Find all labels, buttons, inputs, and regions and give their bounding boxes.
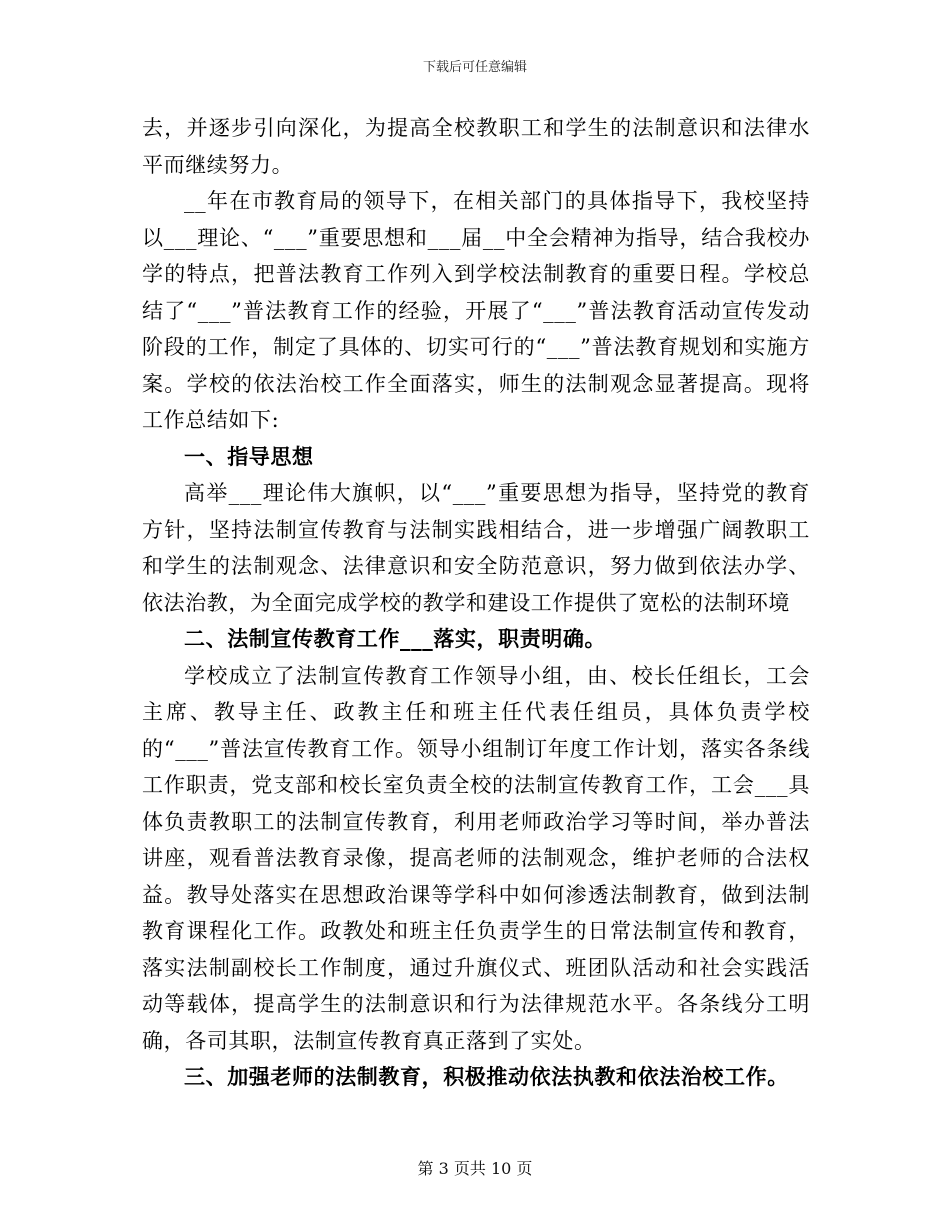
paragraph-intro: __年在市教育局的领导下，在相关部门的具体指导下，我校坚持以___理论、“___”重要思想和___届__中全会精神为指导，结合我校办学的特点，把普法教育工作列入到学校法制教育的重要日程。学校总结了“___”普法教育工作的经验，开展了“___”普法教育活动宣传发动阶段的工作，制定了具体的、切实可行的“___”普法教育规划和实施方案。学校的依法治校工作全面落实，师生的法制观念显著提高。现将工作总结如下: [142, 189, 810, 432]
section-heading-3: 三、加强老师的法制教育，积极推动依法执教和依法治校工作。 [184, 1064, 789, 1089]
paragraph-legal-education-work: 学校成立了法制宣传教育工作领导小组，由、校长任组长，工会主席、教导主任、政教主任和班主任代表任组员，具体负责学校的“___”普法宣传教育工作。领导小组制订年度工作计划，落实各条线工作职责，党支部和校长室负责全校的法制宣传教育工作，工会___具体负责教职工的法制宣传教育，利用老师政治学习等时间，举办普法讲座，观看普法教育录像，提高老师的法制观念，维护老师的合法权益。教导处落实在思想政治课等学科中如何渗透法制教育，做到法制教育课程化工作。政教处和班主任负责学生的日常法制宣传和教育，落实法制副校长工作制度，通过升旗仪式、班团队活动和社会实践活动等载体，提高学生的法制意识和行为法律规范水平。各条线分工明确，各司其职，法制宣传教育真正落到了实处。 [142, 663, 810, 1053]
section-heading-1: 一、指导思想 [184, 443, 314, 469]
section-heading-2: 二、法制宣传教育工作___落实，职责明确。 [184, 626, 607, 651]
header-note: 下载后可任意编辑 [422, 60, 527, 75]
page-footer: 第 3 页共 10 页 [417, 1159, 533, 1178]
paragraph-guiding-ideology: 高举___理论伟大旗帜，以“___”重要思想为指导，坚持党的教育方针，坚持法制宣传教育与法制实践相结合，进一步增强广阔教职工和学生的法制观念、法律意识和安全防范意识，努力做到依法办学、依法治教，为全面完成学校的教学和建设工作提供了宽松的法制环境 [142, 481, 810, 615]
document-body [142, 110, 810, 1096]
paragraph-continuation: 去，并逐步引向深化，为提高全校教职工和学生的法制意识和法律水平而继续努力。 [142, 116, 810, 177]
